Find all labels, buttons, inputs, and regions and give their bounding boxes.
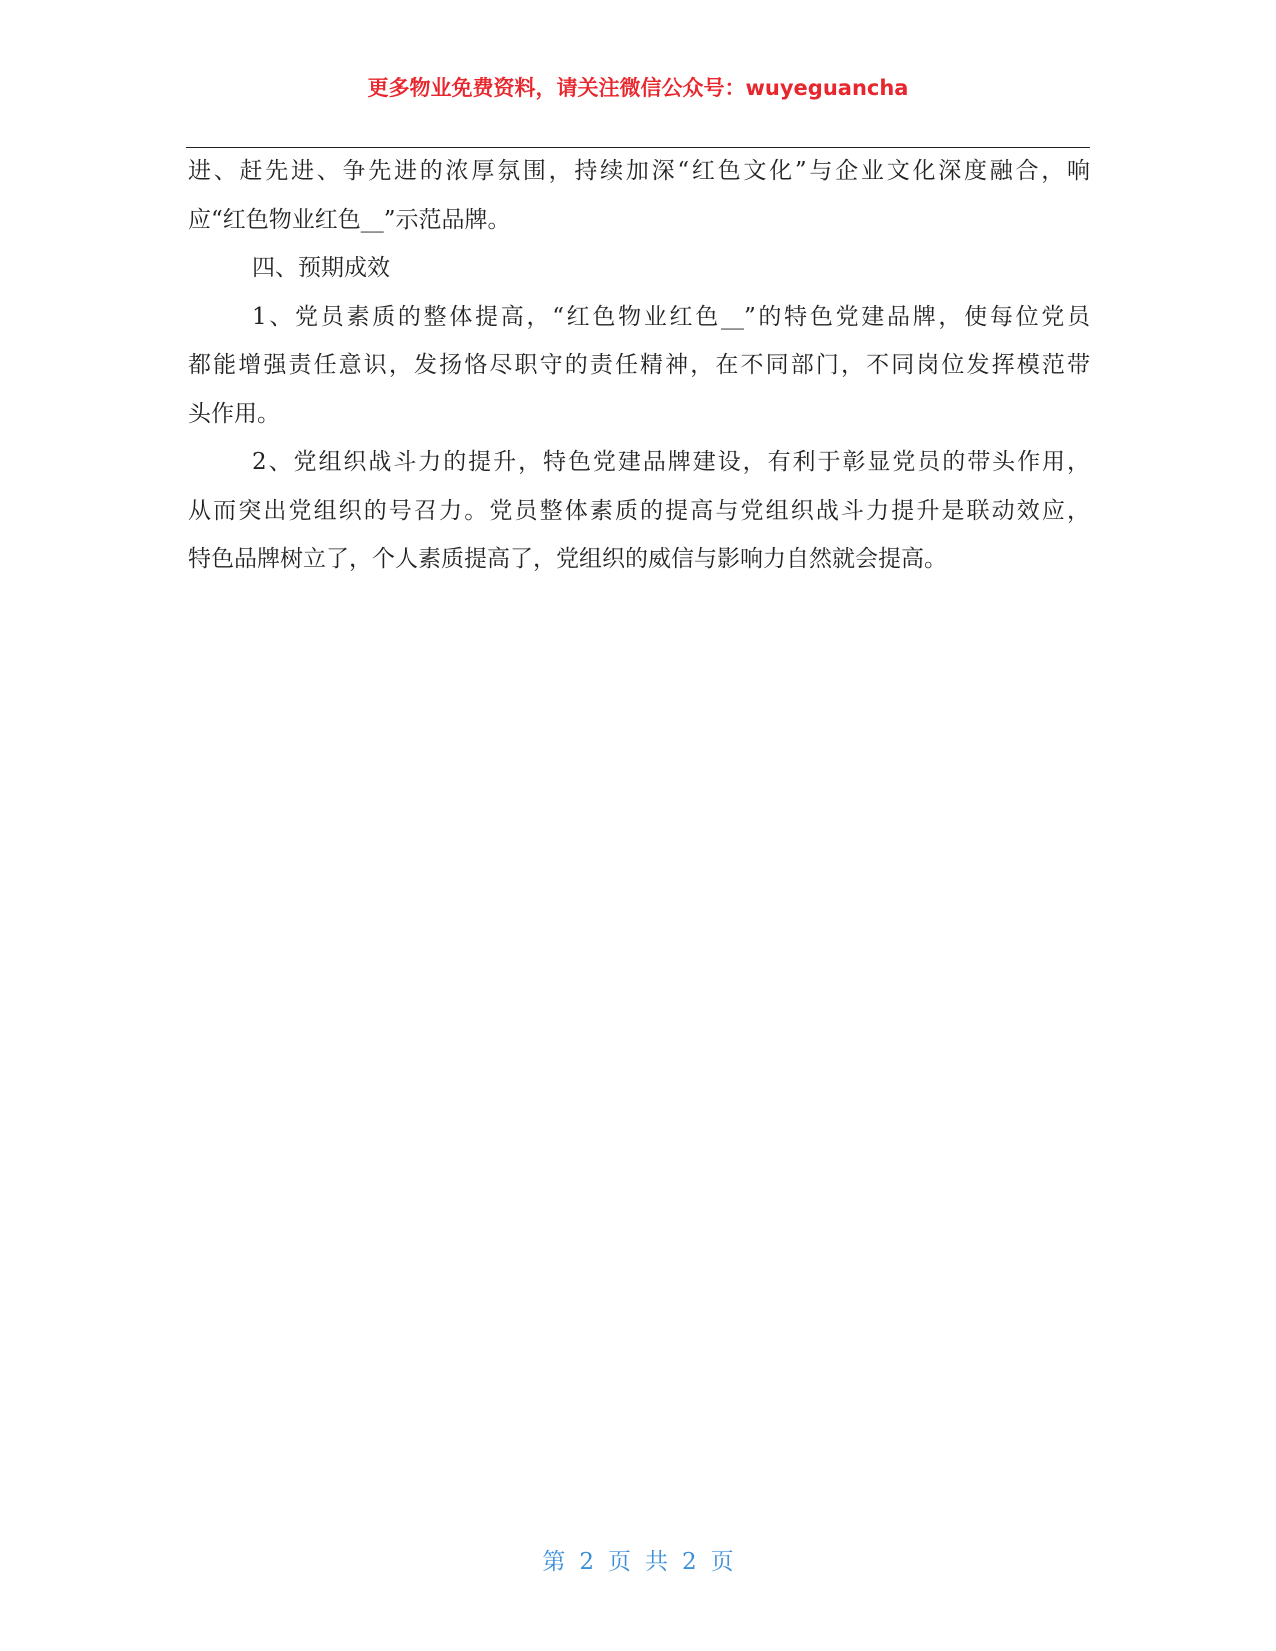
paragraph-line: 应“红色物业红色__”示范品牌。 [188,206,511,233]
paragraph-line: 进、赶先进、争先进的浓厚氛围，持续加深“红色文化”与企业文化深度融合，响 [188,158,1090,184]
footer-label: 页 [608,1549,631,1575]
total-page-number: 2 [682,1549,697,1575]
body-text [188,147,1090,584]
paragraph-line: 特色品牌树立了，个人素质提高了，党组织的威信与影响力自然就会提高。 [188,546,947,572]
current-page-number: 2 [579,1549,594,1575]
paragraph-line: 2、党组织战斗力的提升，特色党建品牌建设，有利于彰显党员的带头作用， [252,449,1090,475]
footer-label: 共 [645,1549,668,1575]
paragraph-line: 头作用。 [188,400,280,427]
section-heading: 四、预期成效 [252,255,390,281]
footer-label: 页 [710,1549,734,1575]
page-footer [0,1543,1276,1576]
header-banner: 更多物业免费资料，请关注微信公众号：wuyeguancha [367,76,909,100]
paragraph-line: 从而突出党组织的号召力。党员整体素质的提高与党组织战斗力提升是联动效应， [188,497,1090,524]
paragraph-line: 都能增强责任意识，发扬恪尽职守的责任精神，在不同部门，不同岗位发挥模范带 [188,352,1090,378]
footer-label: 第 [542,1549,566,1575]
paragraph-line: 1、党员素质的整体提高，“红色物业红色__”的特色党建品牌，使每位党员 [252,303,1090,330]
